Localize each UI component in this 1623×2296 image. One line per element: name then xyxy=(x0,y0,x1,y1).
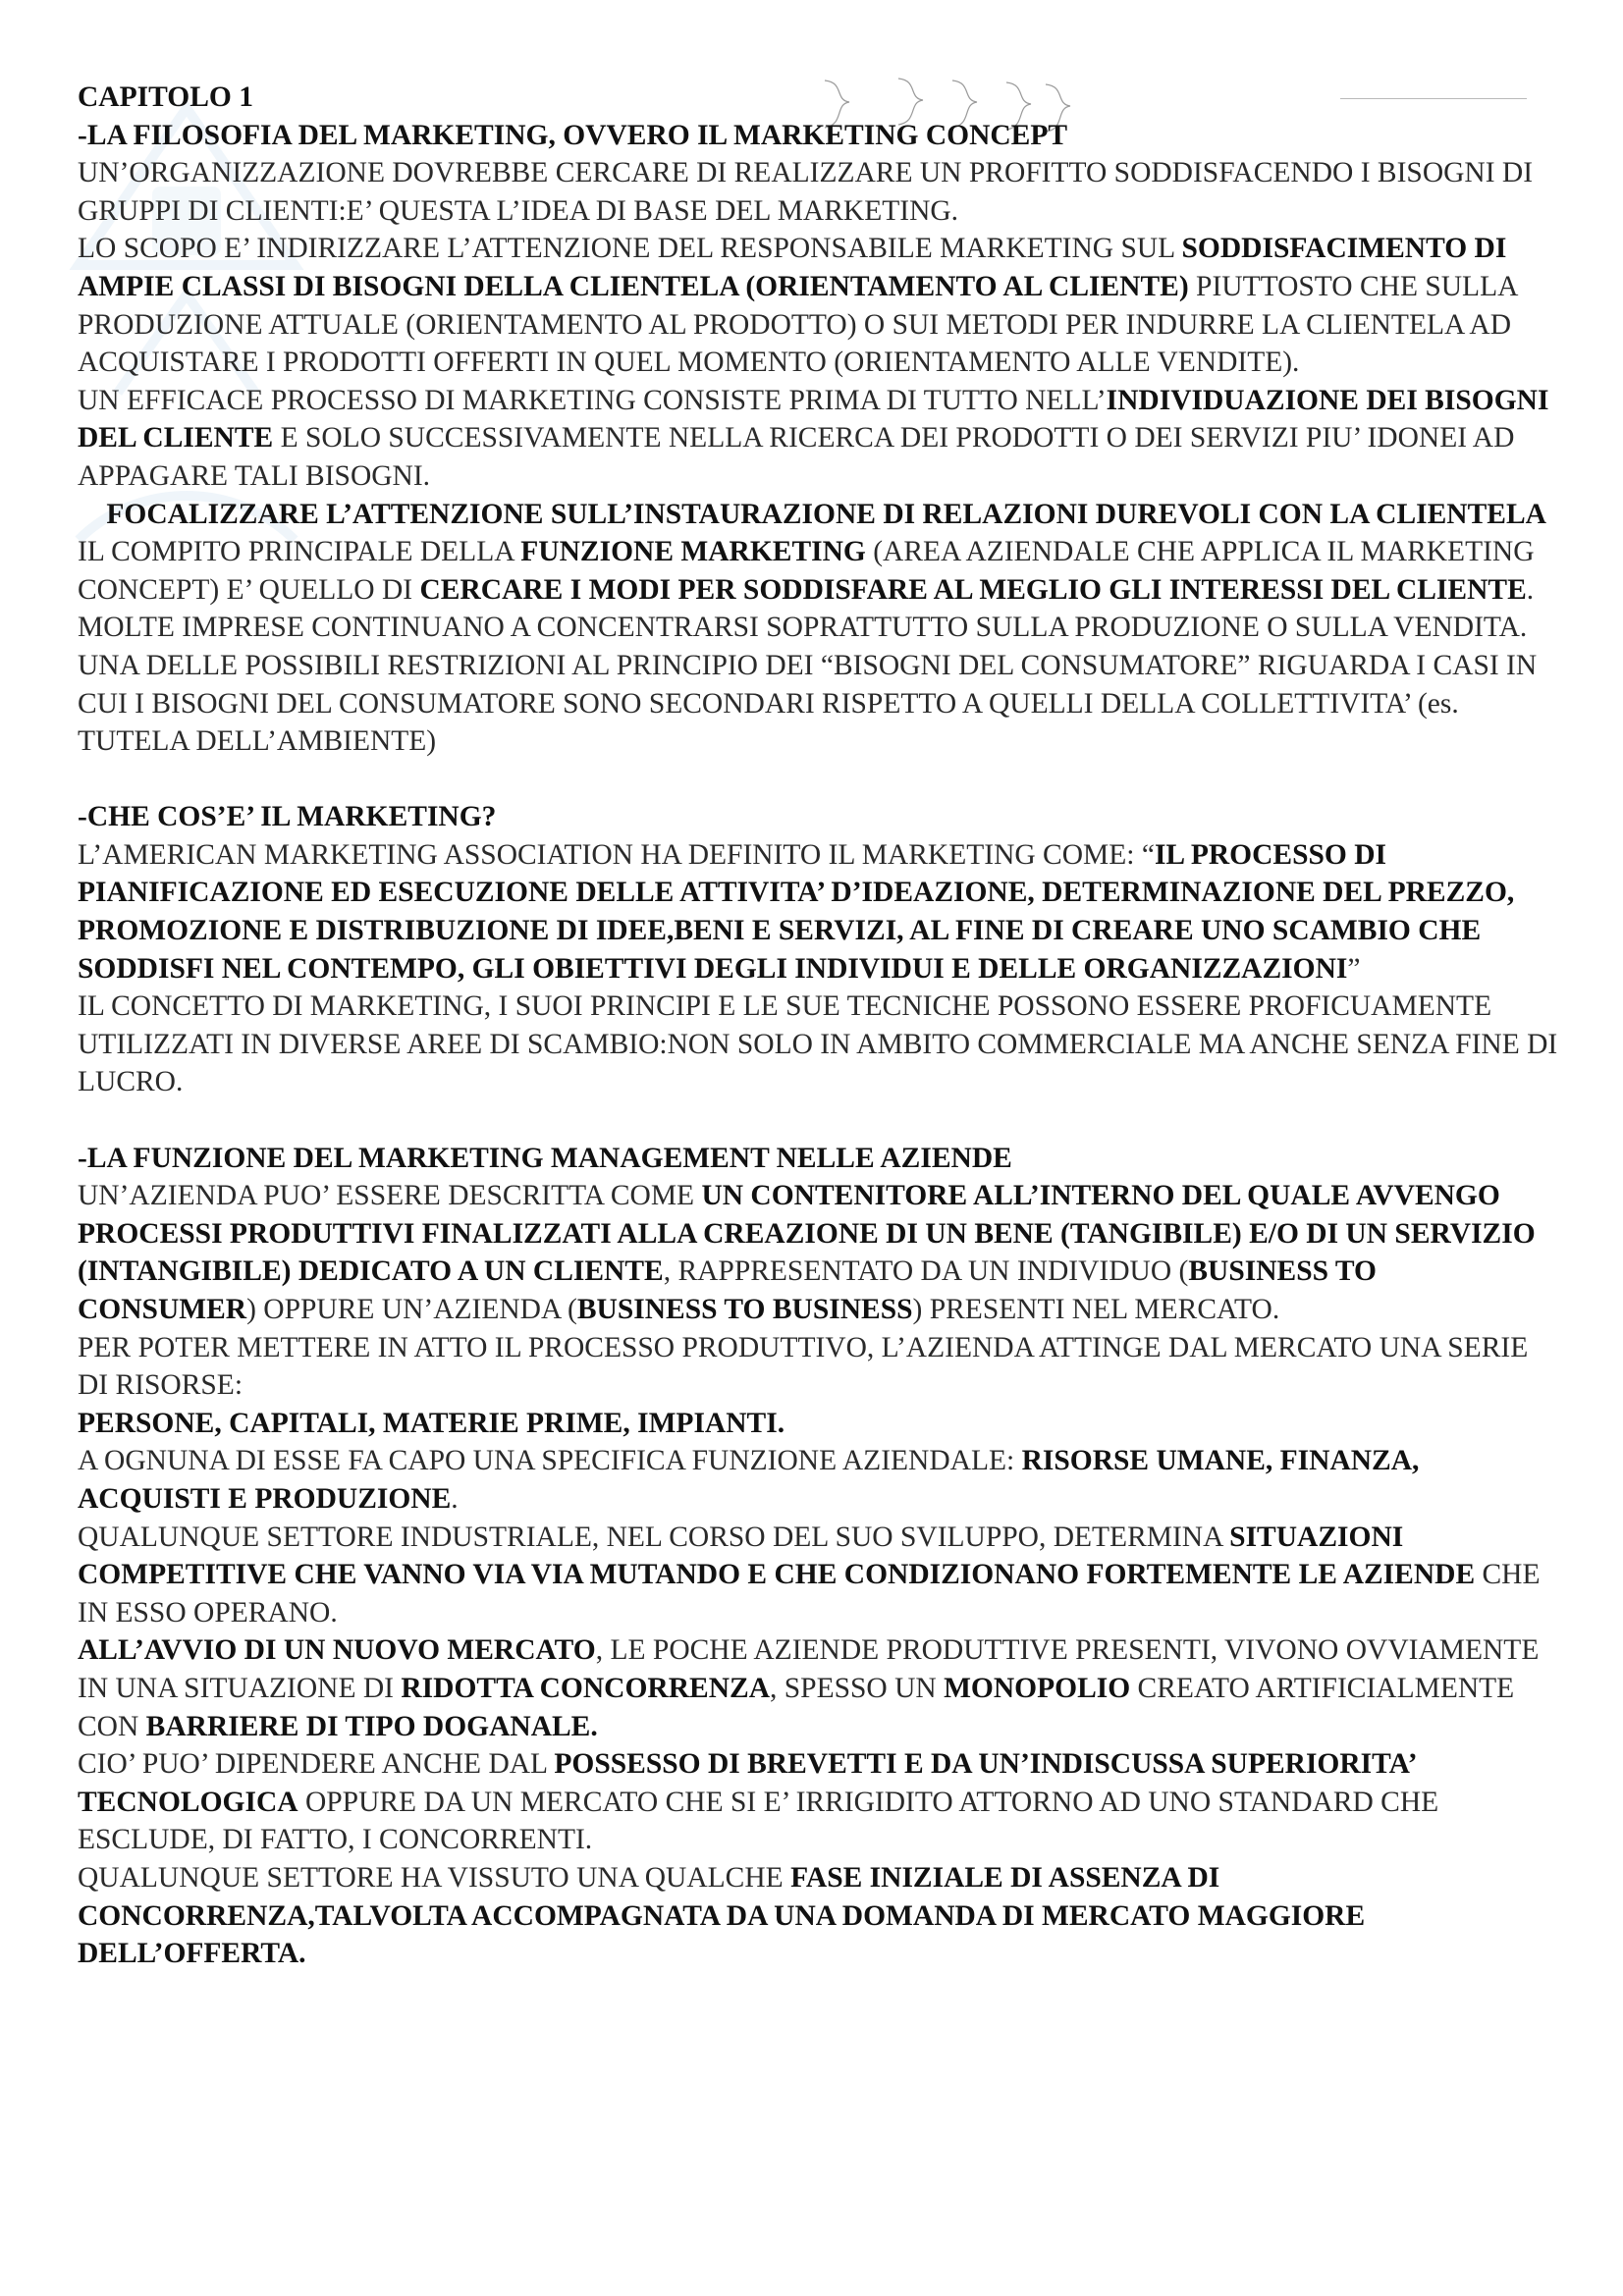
paragraph: UN’AZIENDA PUO’ ESSERE DESCRITTA COME UN CONTENITORE ALL’INTERNO DEL QUALE AVVENGO PROCESSI PRODUTTIVI FINALIZZATI ALLA CREAZIONE DI UN BENE (TANGIBILE) E/O DI UN SERVIZIO (INTANGIBILE) DEDICATO A UN CLIENTE, RAPPRESENTATO DA UN INDIVIDUO (BUSINESS TO CONSUMER) OPPURE UN’AZIENDA (BUSINESS TO BUSINESS) PRESENTI NEL MERCATO. xyxy=(78,1180,1536,1325)
paragraph: CIO’ PUO’ DIPENDERE ANCHE DAL POSSESSO DI BREVETTI E DA UN’INDISCUSSA SUPERIORITA’ TECNOLOGICA OPPURE DA UN MERCATO CHE SI E’ IRRIGIDITO ATTORNO AD UNO STANDARD CHE ESCLUDE, DI FATTO, I CONCORRENTI. xyxy=(78,1748,1439,1856)
paragraph: QUALUNQUE SETTORE INDUSTRIALE, NEL CORSO DEL SUO SVILUPPO, DETERMINA SITUAZIONI COMPETITIVE CHE VANNO VIA VIA MUTANDO E CHE CONDIZIONANO FORTEMENTE LE AZIENDE CHE IN ESSO OPERANO. xyxy=(78,1521,1541,1629)
section-heading-what-is-marketing: -CHE COS’E’ IL MARKETING? xyxy=(78,801,497,833)
paragraph: IL COMPITO PRINCIPALE DELLA FUNZIONE MARKETING (AREA AZIENDALE CHE APPLICA IL MARKETING CONCEPT) E’ QUELLO DI CERCARE I MODI PER SODDISFARE AL MEGLIO GLI INTERESSI DEL CLIENTE. xyxy=(78,536,1535,606)
section-heading-marketing-concept: -LA FILOSOFIA DEL MARKETING, OVVERO IL MARKETING CONCEPT xyxy=(78,119,1068,151)
paragraph-arrow-point: FOCALIZZARE L’ATTENZIONE SULL’INSTAURAZIONE DI RELAZIONI DUREVOLI CON LA CLIENTELA xyxy=(99,498,1546,530)
paragraph: A OGNUNA DI ESSE FA CAPO UNA SPECIFICA FUNZIONE AZIENDALE: RISORSE UMANE, FINANZA, ACQUISTI E PRODUZIONE. xyxy=(78,1445,1420,1515)
document-page xyxy=(78,79,1560,1973)
chapter-title: CAPITOLO 1 xyxy=(78,81,253,113)
paragraph: UN EFFICACE PROCESSO DI MARKETING CONSISTE PRIMA DI TUTTO NELL’INDIVIDUAZIONE DEI BISOGNI DEL CLIENTE E SOLO SUCCESSIVAMENTE NELLA RICERCA DEI PRODOTTI O DEI SERVIZI PIU’ IDONEI AD APPAGARE TALI BISOGNI. xyxy=(78,384,1549,492)
paragraph: QUALUNQUE SETTORE HA VISSUTO UNA QUALCHE FASE INIZIALE DI ASSENZA DI CONCORRENZA,TALVOLTA ACCOMPAGNATA DA UNA DOMANDA DI MERCATO MAGGIORE DELL’OFFERTA. xyxy=(78,1861,1366,1970)
paragraph: IL CONCETTO DI MARKETING, I SUOI PRINCIPI E LE SUE TECNICHE POSSONO ESSERE PROFICUAMENTE UTILIZZATI IN DIVERSE AREE DI SCAMBIO:NON SOLO IN AMBITO COMMERCIALE MA ANCHE SENZA FINE DI LUCRO. xyxy=(78,990,1558,1098)
paragraph: L’AMERICAN MARKETING ASSOCIATION HA DEFINITO IL MARKETING COME: “IL PROCESSO DI PIANIFICAZIONE ED ESECUZIONE DELLE ATTIVITA’ D’IDEAZIONE, DETERMINAZIONE DEL PREZZO, PROMOZIONE E DISTRIBUZIONE DI IDEE,BENI E SERVIZI, AL FINE DI CREARE UNO SCAMBIO CHE SODDISFI NEL CONTEMPO, GLI OBIETTIVI DEGLI INDIVIDUI E DELLE ORGANIZZAZIONI” xyxy=(78,838,1515,985)
paragraph: PER POTER METTERE IN ATTO IL PROCESSO PRODUTTIVO, L’AZIENDA ATTINGE DAL MERCATO UNA SERIE DI RISORSE: xyxy=(78,1331,1529,1402)
spacer xyxy=(78,1101,1560,1140)
paragraph-resources: PERSONE, CAPITALI, MATERIE PRIME, IMPIANTI. xyxy=(78,1407,785,1439)
paragraph: UN’ORGANIZZAZIONE DOVREBBE CERCARE DI REALIZZARE UN PROFITTO SODDISFACENDO I BISOGNI DI GRUPPI DI CLIENTI:E’ QUESTA L’IDEA DI BASE DEL MARKETING. xyxy=(78,157,1534,227)
spacer xyxy=(78,761,1560,799)
paragraph: LO SCOPO E’ INDIRIZZARE L’ATTENZIONE DEL RESPONSABILE MARKETING SUL SODDISFACIMENTO DI AMPIE CLASSI DI BISOGNI DELLA CLIENTELA (ORIENTAMENTO AL CLIENTE) PIUTTOSTO CHE SULLA PRODUZIONE ATTUALE (ORIENTAMENTO AL PRODOTTO) O SUI METODI PER INDURRE LA CLIENTELA AD ACQUISTARE I PRODOTTI OFFERTI IN QUEL MOMENTO (ORIENTAMENTO ALLE VENDITE). xyxy=(78,233,1517,379)
paragraph: MOLTE IMPRESE CONTINUANO A CONCENTRARSI SOPRATTUTTO SULLA PRODUZIONE O SULLA VENDITA. xyxy=(78,612,1528,644)
paragraph: ALL’AVVIO DI UN NUOVO MERCATO, LE POCHE AZIENDE PRODUTTIVE PRESENTI, VIVONO OVVIAMENTE IN UNA SITUAZIONE DI RIDOTTA CONCORRENZA, SPESSO UN MONOPOLIO CREATO ARTIFICIALMENTE CON BARRIERE DI TIPO DOGANALE. xyxy=(78,1634,1540,1742)
paragraph: UNA DELLE POSSIBILI RESTRIZIONI AL PRINCIPIO DEI “BISOGNI DEL CONSUMATORE” RIGUARDA I CASI IN CUI I BISOGNI DEL CONSUMATORE SONO SECONDARI RISPETTO A QUELLI DELLA COLLETTIVITA’ (es. TUTELA DELL’AMBIENTE) xyxy=(78,649,1538,758)
section-heading-marketing-management: -LA FUNZIONE DEL MARKETING MANAGEMENT NELLE AZIENDE xyxy=(78,1142,1012,1174)
